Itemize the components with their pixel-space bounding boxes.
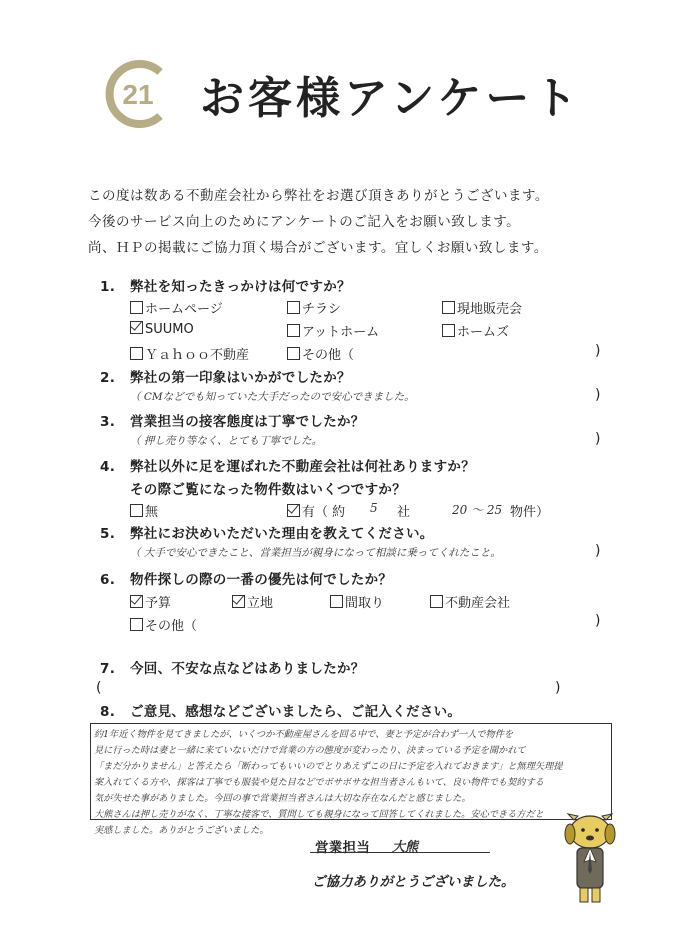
checkbox[interactable] [442, 301, 455, 314]
dog-mascot-icon [560, 810, 620, 910]
close-paren: ) [595, 343, 601, 359]
option-yahoo[interactable]: Ｙａｈｏｏ不動産 [130, 344, 249, 363]
option-homes[interactable]: ホームズ [442, 321, 509, 340]
close-paren: ) [595, 543, 601, 559]
question-5: 5. 弊社にお決めいただいた理由を教えてください。 [100, 526, 434, 542]
signature-line [310, 852, 490, 853]
checkbox[interactable] [430, 595, 443, 608]
checkbox[interactable] [130, 618, 143, 631]
checkbox-checked[interactable] [232, 595, 245, 608]
question-4: 4. 弊社以外に足を運ばれた不動産会社は何社ありますか？ [100, 459, 475, 475]
checkbox[interactable] [130, 504, 143, 517]
comment-line: 約1年近く物件を見てきましたが、いくつか不動産屋さんを回る中で、妻と予定が合わず一人で物件を [94, 729, 514, 740]
logo-text: 21 [122, 79, 154, 110]
option-flyer[interactable]: チラシ [287, 298, 341, 317]
checkbox-checked[interactable] [130, 321, 143, 334]
question-3: 3. 営業担当の接客態度は丁寧でしたか？ [100, 414, 365, 430]
option-homepage[interactable]: ホームページ [130, 298, 223, 317]
checkbox[interactable] [130, 347, 143, 360]
comment-line: 案入れてくる方や、探客は丁寧でも服装や見た目などでボサボサな担当者さんもいて、良い物件でも契約する [94, 777, 544, 788]
option-open-house[interactable]: 現地販売会 [442, 298, 522, 317]
option-budget[interactable]: 予算 [130, 592, 171, 611]
intro-line-1: この度は数ある不動産会社から弊社をお選び頂きありがとうございます。 [88, 188, 549, 204]
staff-name: 大熊 [392, 840, 419, 855]
close-paren: ) [595, 431, 601, 447]
close-paren: ) [555, 680, 561, 696]
question-1 [100, 275, 351, 295]
company-count: 5 [370, 501, 378, 515]
checkbox-checked[interactable] [287, 504, 300, 517]
option-athome[interactable]: アットホーム [287, 321, 379, 340]
company-unit: 社 [397, 505, 411, 520]
option-other[interactable]: その他（ [130, 615, 197, 634]
comment-line: 「まだ分かりません」と答えたら「断わってもいいのでとりあえずこの日に予定を入れておきます」と無理矢理提 [94, 761, 563, 772]
option-location[interactable]: 立地 [232, 592, 273, 611]
question-6: 6. 物件探しの際の一番の優先は何でしたか？ [100, 572, 393, 588]
close-paren: ) [595, 387, 601, 403]
comment-line: 大熊さんは押し売りがなく、丁寧な接客で、質問しても親身になって回答してくれました。安心できる方だと [94, 809, 544, 820]
comment-line: 気が失せた事がありました。今回の事で営業担当者さんは大切な存在なんだと感じました。 [94, 793, 471, 804]
thanks-message: ご協力ありがとうございました。 [312, 874, 515, 890]
open-paren: ( [96, 680, 102, 696]
checkbox[interactable] [287, 347, 300, 360]
page-title: お客様アンケート [200, 73, 582, 124]
comment-line: 実感しました。ありがとうございました。 [94, 825, 269, 836]
option-agency[interactable]: 不動産会社 [430, 592, 510, 611]
intro-line-2: 今後のサービス向上のためにアンケートのご記入をお願い致します。 [88, 214, 521, 230]
staff-label: 営業担当 [315, 840, 371, 856]
answer-3: （ 押し売り等なく、とても丁寧でした。 [130, 435, 323, 447]
property-count: 20 〜 25 [452, 503, 503, 517]
answer-2: （ CMなどでも知っていた大手だったので安心できました。 [130, 391, 415, 403]
checkbox[interactable] [287, 324, 300, 337]
answer-5: （ 大手で安心できたこと、営業担当が親身になって相談に乗ってくれたこと。 [130, 547, 501, 559]
checkbox-checked[interactable] [130, 595, 143, 608]
checkbox[interactable] [442, 324, 455, 337]
close-paren: ) [595, 613, 601, 629]
option-yes[interactable]: 有（ 約 [287, 501, 345, 520]
intro-line-3: 尚、ＨＰの掲載にご協力頂く場合がございます。宜しくお願い致します。 [88, 240, 548, 256]
property-unit: 物件） [510, 505, 550, 520]
comment-line: 見に行った時は妻と一緒に来ていないだけで営業の方の態度が変わったり、決まっている予定を聞かれて [94, 745, 526, 756]
question-8: 8. ご意見、感想などございましたら、ご記入ください。 [100, 704, 462, 720]
question-number: 1. [100, 279, 116, 295]
option-none[interactable]: 無 [130, 501, 158, 520]
checkbox[interactable] [130, 301, 143, 314]
question-7: 7. 今回、不安な点などはありましたか？ [100, 661, 365, 677]
checkbox[interactable] [330, 595, 343, 608]
option-layout[interactable]: 間取り [330, 592, 384, 611]
question-4-sub: その際ご覧になった物件数はいくつですか？ [130, 482, 406, 498]
question-text: 弊社を知ったきっかけは何ですか？ [130, 279, 351, 295]
option-other[interactable]: その他（ [287, 344, 354, 363]
question-2: 2. 弊社の第一印象はいかがでしたか？ [100, 370, 351, 386]
century21-logo [100, 58, 172, 130]
checkbox[interactable] [287, 301, 300, 314]
option-suumo[interactable]: SUUMO [130, 321, 194, 337]
